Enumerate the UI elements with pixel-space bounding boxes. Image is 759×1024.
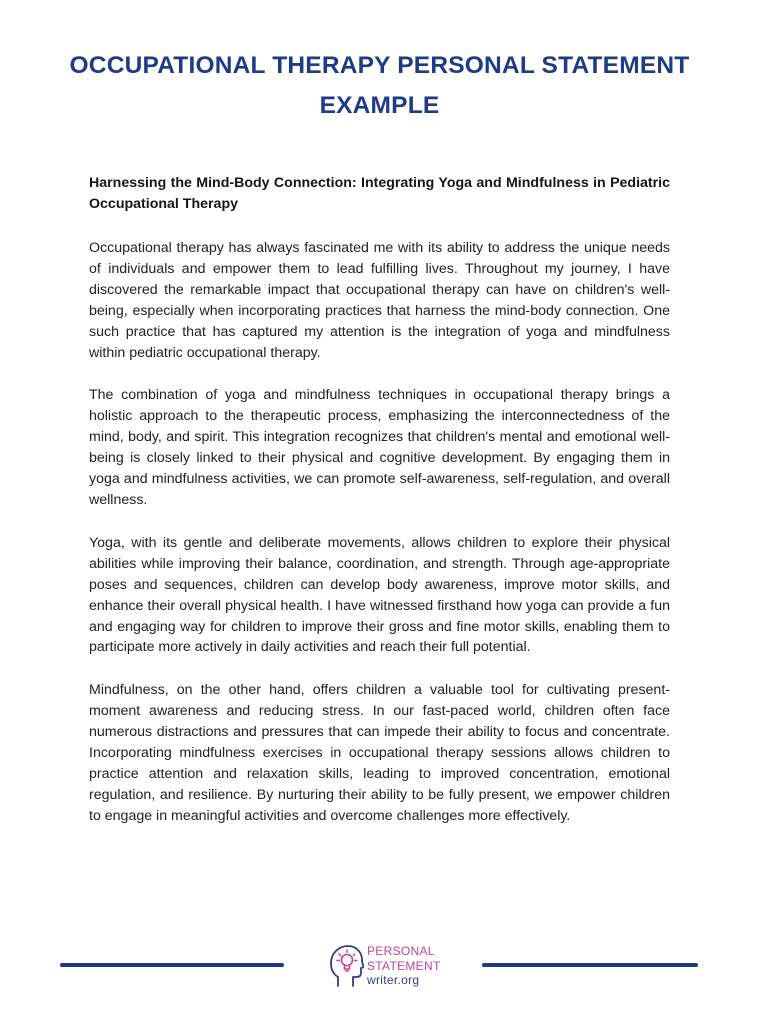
statement-body bbox=[89, 173, 670, 849]
paragraph-4: Mindfulness, on the other hand, offers children a valuable tool for cultivating present-moment awareness and reducing stress. In our fast-paced world, children often face numerous distractions and pressures that can impede their ability to focus and concentrate. Incorporating mindfulness exercises in occupational therapy sessions allows children to practice attention and relaxation skills, leading to improved concentration, emotional regulation, and resilience. By nurturing their ability to be fully present, we empower children to engage in meaningful activities and overcome challenges more effectively. bbox=[89, 682, 670, 824]
footer-rule-right bbox=[482, 963, 698, 967]
logo-line-personal: PERSONAL bbox=[367, 944, 435, 958]
footer-rule-left bbox=[60, 963, 284, 967]
logo-line-domain: writer.org bbox=[367, 973, 420, 987]
paragraph-3: Yoga, with its gentle and deliberate movements, allows children to explore their physical abilities while improving their balance, coordination, and strength. Through age-appropriate poses and sequences, children can develop body awareness, improve motor skills, and enhance their overall physical health. I have witnessed firsthand how yoga can provide a fun and engaging way for children to improve their gross and fine motor skills, enabling them to participate more actively in daily activities and reach their full potential. bbox=[89, 534, 670, 656]
brand-logo bbox=[330, 942, 450, 994]
paragraph-1: Occupational therapy has always fascinated me with its ability to address the unique needs of individuals and empower them to lead fulfilling lives. Throughout my journey, I have discovered the remarkable impact that occupational therapy can have on children's well-being, especially when incorporating practices that harness the mind-body connection. One such practice that has captured my attention is the integration of yoga and mindfulness within pediatric occupational therapy. bbox=[89, 240, 670, 361]
paragraph-2: The combination of yoga and mindfulness techniques in occupational therapy brings a holistic approach to the therapeutic process, emphasizing the interconnectedness of the mind, body, and spirit. This integration recognizes that children's mental and emotional well-being is closely linked to their physical and cognitive development. By engaging them in yoga and mindfulness activities, we can promote self-awareness, self-regulation, and overall wellness. bbox=[89, 387, 670, 508]
logo-line-statement: STATEMENT bbox=[367, 958, 441, 973]
statement-subtitle: Harnessing the Mind-Body Connection: Integrating Yoga and Mindfulness in Pediatric Occupational Therapy bbox=[89, 175, 670, 212]
page-footer bbox=[0, 940, 759, 996]
head-lightbulb-icon bbox=[330, 944, 364, 988]
logo-wordmark bbox=[367, 944, 441, 988]
page-title: OCCUPATIONAL THERAPY PERSONAL STATEMENT EXAMPLE bbox=[69, 52, 690, 119]
